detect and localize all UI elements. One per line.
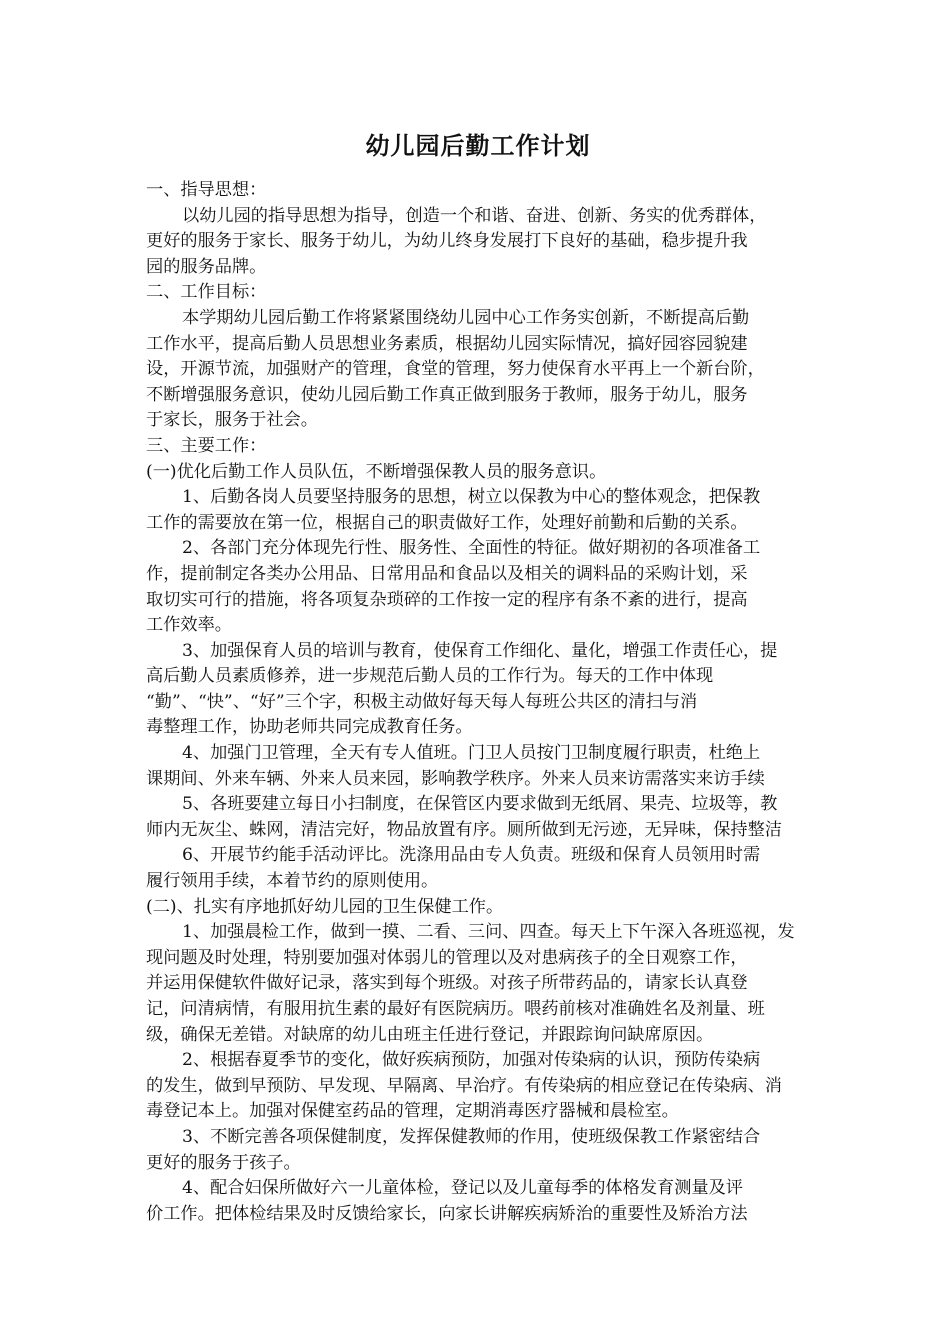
text-line: 毒登记本上。加强对保健室药品的管理，定期消毒医疗器械和晨检室。 xyxy=(146,1101,679,1122)
text-line: 4、配合妇保所做好六一儿童体检，登记以及儿童每季的体格发育测量及评 xyxy=(182,1178,743,1199)
text-line: 2、根据春夏季节的变化，做好疾病预防，加强对传染病的认识，预防传染病 xyxy=(182,1050,761,1071)
text-line: 高后勤人员素质修养，进一步规范后勤人员的工作行为。每天的工作中体现 xyxy=(146,666,714,687)
text-line: 并运用保健软件做好记录，落实到每个班级。对孩子所带药品的，请家长认真登 xyxy=(146,973,748,994)
text-line: “勤”、“快”、“好”三个字，积极主动做好每天每人每班公共区的清扫与消 xyxy=(146,691,698,712)
text-line: 园的服务品牌。 xyxy=(146,256,267,277)
text-line: 更好的服务于家长、服务于幼儿，为幼儿终身发展打下良好的基础，稳步提升我 xyxy=(146,231,748,252)
text-line: 以幼儿园的指导思想为指导，创造一个和谐、奋进、创新、务实的优秀群体， xyxy=(182,205,767,226)
document-title: 幼儿园后勤工作计划 xyxy=(365,132,591,160)
document-body xyxy=(146,178,810,1227)
text-line: (一)优化后勤工作人员队伍，不断增强保教人员的服务意识。 xyxy=(146,461,607,482)
text-line: 6、开展节约能手活动评比。洗涤用品由专人负责。班级和保育人员领用时需 xyxy=(182,845,761,866)
text-line: 作，提前制定各类办公用品、日常用品和食品以及相关的调料品的采购计划，采 xyxy=(146,563,748,584)
text-line: 一、指导思想： xyxy=(146,180,267,200)
text-line: 3、加强保育人员的培训与教育，使保育工作细化、量化，增强工作责任心，提 xyxy=(182,640,778,661)
text-line: 1、加强晨检工作，做到一摸、二看、三问、四查。每天上下午深入各班巡视，发 xyxy=(182,922,795,943)
text-line: 更好的服务于孩子。 xyxy=(146,1152,301,1173)
text-line: 记，问清病情，有服用抗生素的最好有医院病历。喂药前核对准确姓名及剂量、班 xyxy=(146,999,765,1019)
text-line: 5、各班要建立每日小扫制度，在保管区内要求做到无纸屑、果壳、垃圾等，教 xyxy=(182,794,778,815)
text-line: 三、主要工作： xyxy=(146,435,267,456)
text-line: 工作的需要放在第一位，根据自己的职责做好工作，处理好前勤和后勤的关系。 xyxy=(146,512,748,533)
text-line: (二)、扎实有序地抓好幼儿园的卫生保健工作。 xyxy=(146,896,504,917)
text-line: 取切实可行的措施，将各项复杂琐碎的工作按一定的程序有条不紊的进行，提高 xyxy=(146,589,748,610)
text-line: 2、各部门充分体现先行性、服务性、全面性的特征。做好期初的各项准备工 xyxy=(182,538,761,559)
text-line: 工作效率。 xyxy=(146,615,232,636)
text-line: 设，开源节流，加强财产的管理，食堂的管理，努力使保育水平再上一个新台阶， xyxy=(146,359,765,380)
text-line: 3、不断完善各项保健制度，发挥保健教师的作用，使班级保教工作紧密结合 xyxy=(182,1126,761,1147)
text-line: 课期间、外来车辆、外来人员来园，影响教学秩序。外来人员来访需落实来访手续 xyxy=(146,768,765,789)
text-line: 于家长，服务于社会。 xyxy=(146,410,318,431)
text-line: 级，确保无差错。对缺席的幼儿由班主任进行登记，并跟踪询问缺席原因。 xyxy=(146,1024,714,1045)
text-line: 履行领用手续，本着节约的原则使用。 xyxy=(146,871,439,892)
text-line: 师内无灰尘、蛛网，清洁完好，物品放置有序。厕所做到无污迹，无异味，保持整洁 xyxy=(146,819,782,840)
text-line: 毒整理工作，协助老师共同完成教育任务。 xyxy=(146,717,473,738)
text-line: 1、后勤各岗人员要坚持服务的思想，树立以保教为中心的整体观念，把保教 xyxy=(182,487,761,508)
text-line: 本学期幼儿园后勤工作将紧紧围绕幼儿园中心工作务实创新，不断提高后勤 xyxy=(182,307,750,328)
text-line: 现问题及时处理，特别要加强对体弱儿的管理以及对患病孩子的全日观察工作， xyxy=(146,947,748,968)
text-line: 不断增强服务意识，使幼儿园后勤工作真正做到服务于教师，服务于幼儿，服务 xyxy=(146,384,748,405)
text-line: 二、工作目标： xyxy=(146,282,267,303)
text-line: 4、加强门卫管理，全天有专人值班。门卫人员按门卫制度履行职责，杜绝上 xyxy=(182,743,761,764)
text-line: 的发生，做到早预防、早发现、早隔离、早治疗。有传染病的相应登记在传染病、消 xyxy=(146,1075,782,1096)
document-page xyxy=(146,128,810,1227)
text-line: 价工作。把体检结果及时反馈给家长，向家长讲解疾病矫治的重要性及矫治方法 xyxy=(146,1203,748,1224)
text-line: 工作水平，提高后勤人员思想业务素质，根据幼儿园实际情况，搞好园容园貌建 xyxy=(146,333,748,354)
